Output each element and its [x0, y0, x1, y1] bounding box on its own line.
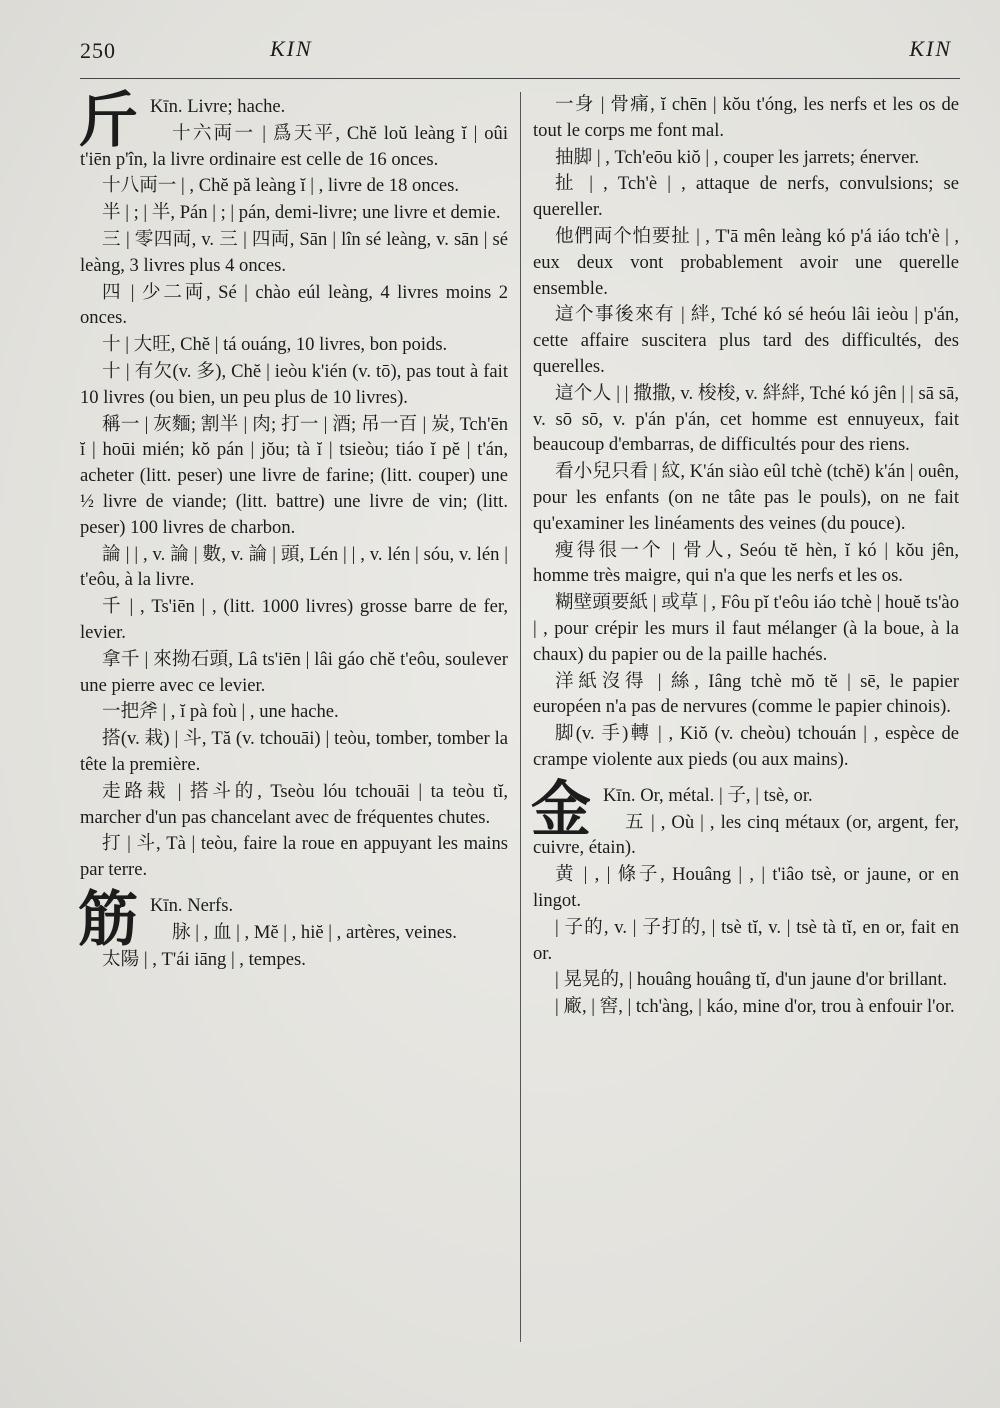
entry-line: | 廠, | 窖, | tch'àng, | káo, mine d'or, trou à enfouir l'or. [555, 996, 955, 1018]
entry-line: 一身 | 骨痛, ĭ chēn | kŏu t'óng, les nerfs et les os de tout le corps me font mal. [533, 94, 959, 141]
headword-character: 金 [531, 774, 591, 845]
entry-line: 脚(v. 手)轉 | , Kiŏ (v. cheòu) tchouán | , espèce de crampe violente aux pieds (ou aux mains). [533, 723, 959, 770]
headword-character: 斤 [78, 86, 138, 156]
left-column [78, 86, 508, 973]
entry-line: 洋紙沒得 | 絲, Iâng tchè mŏ tĕ | sē, le papier européen n'a pas de nervures (comme le papier chinois). [533, 670, 959, 718]
entry-line: 糊壁頭要紙 | 或草 | , Fôu pĭ t'eôu iáo tchè | houĕ ts'ào | , pour crépir les murs il faut mélanger (à la boue, à la chaux) du papier ou de la paille hachés. [533, 592, 959, 665]
entry-line: 打 | 斗, Tà | teòu, faire la roue en appuyant les mains par terre. [80, 833, 508, 881]
entry-line: 脉 | , 血 | , Mĕ | , hiĕ | , artères, veines. [172, 921, 457, 943]
right-column [533, 92, 959, 1021]
entry-line: 太陽 | , T'ái iāng | , tempes. [102, 948, 306, 970]
entry-line: 抽脚 | , Tch'eōu kiŏ | , couper les jarrets; énerver. [555, 146, 920, 168]
page-number: 250 [80, 38, 116, 63]
headword-character: 筋 [78, 884, 138, 955]
entry-line: 瘦得很一个 | 骨人, Seóu tĕ hèn, ĭ kó | kŏu jên, homme très maigre, qui n'a que les nerfs et les os. [533, 539, 959, 587]
entry-line: 這个事後來有 | 絆, Tché kó sé heóu lâi ieòu | p'án, cette affaire suscitera plus tard des difficultés, des querelles. [533, 304, 959, 377]
headword-entry: 金 Kīn. Or, métal. | 子, | tsè, or. [531, 774, 813, 845]
entry-line: 拿千 | 來拗石頭, Lâ ts'iēn | lâi gáo chĕ t'eôu, soulever une pierre avec ce levier. [80, 648, 508, 696]
entry-line: 黄 | , | 條子, Houâng | , | t'iâo tsè, or jaune, or en lingot. [533, 864, 959, 911]
entry-line: 他們両个怕要扯 | , T'ā mên leàng kó p'á iáo tch'è | , eux deux vont probablement avoir une querelle ensemble. [533, 225, 959, 299]
header-title-right: KIN [909, 36, 952, 61]
entry-line: 扯 | , Tch'è | , attaque de nerfs, convulsions; se quereller. [533, 173, 959, 221]
entry-line: 稱一 | 灰麵; 割半 | 肉; 打一 | 酒; 吊一百 | 炭, Tch'ēn ĭ | hoūi mién; kŏ pán | jŏu; tà ĭ | tsieòu; tiáo ĭ pĕ | t'án, acheter (litt. peser) une livre de farine; (litt. couper) une ½ livre de viande; (litt. battre) une livre de vin; (litt. peser) 100 livres de charbon. [80, 413, 508, 538]
header-rule [80, 78, 960, 79]
column-divider [520, 92, 521, 1342]
entry-line: 一把斧 | , ĭ pà foù | , une hache. [102, 701, 339, 723]
entry-line: 搭(v. 栽) | 斗, Tă (v. tchouāi) | teòu, tomber, tomber la tête la première. [80, 728, 508, 775]
entry-line: 十 | 有欠(v. 多), Chĕ | ieòu k'ién (v. tō), pas tout à fait 10 livres (ou bien, un peu plus de 10 livres). [80, 360, 508, 408]
entry-line: 半 | ; | 半, Pán | ; | pán, demi-livre; une livre et demie. [102, 202, 501, 224]
entry-line: 十八両一 | , Chĕ pă leàng ĭ | , livre de 18 onces. [102, 175, 460, 197]
entry-line: 這个人 | | 撒撒, v. 梭梭, v. 絆絆, Tché kó jên | | sā sā, v. sō sō, v. p'án p'án, cet homme est ennuyeux, fait beaucoup d'embarras, de difficultés pour des riens. [533, 382, 959, 456]
headword-entry: 斤 Kīn. Livre; hache. [78, 86, 286, 156]
entry-line: 看小兒只看 | 紋, K'án siào eûl tchè (tchĕ) k'án | ouên, pour les enfants (on ne tâte pas le pouls), on ne fait qu'examiner les linéaments des veines (du pouce). [533, 461, 959, 534]
entry-line: 三 | 零四両, v. 三 | 四両, Sān | lîn sé leàng, v. sān | sé leàng, 3 livres plus 4 onces. [80, 228, 508, 276]
entry-line: | 子的, v. | 子打的, | tsè tĭ, v. | tsè tà tĭ, en or, fait en or. [533, 916, 959, 964]
entry-line: 走路栽 | 搭斗的, Tseòu lóu tchouāi | ta teòu tĭ, marcher d'un pas chancelant avec de fréquentes chutes. [80, 780, 508, 828]
entry-line: 四 | 少二両, Sé | chào eúl leàng, 4 livres moins 2 onces. [80, 281, 508, 329]
header-title-left: KIN [270, 36, 313, 61]
entry-line: 五 | , Où | , les cinq métaux (or, argent, fer, cuivre, étain). [533, 811, 959, 859]
running-header [80, 34, 960, 66]
entry-line: 十 | 大旺, Chĕ | tá ouáng, 10 livres, bon poids. [102, 334, 448, 356]
entry-line: | 晃晃的, | houâng houâng tĭ, d'un jaune d'or brillant. [555, 969, 948, 991]
entry-line: 論 | | , v. 論 | 數, v. 論 | 頭, Lén | | , v. lén | sóu, v. lén | t'eôu, à la livre. [80, 543, 508, 591]
headword-entry: 筋 Kīn. Nerfs. [78, 884, 234, 955]
entry-line: 千 | , Ts'iēn | , (litt. 1000 livres) grosse barre de fer, levier. [80, 596, 508, 643]
entry-line: 十六両一 | 爲天平, Chĕ loŭ leàng ĭ | oûi t'iēn p'în, la livre ordinaire est celle de 16 onces. [80, 122, 508, 170]
